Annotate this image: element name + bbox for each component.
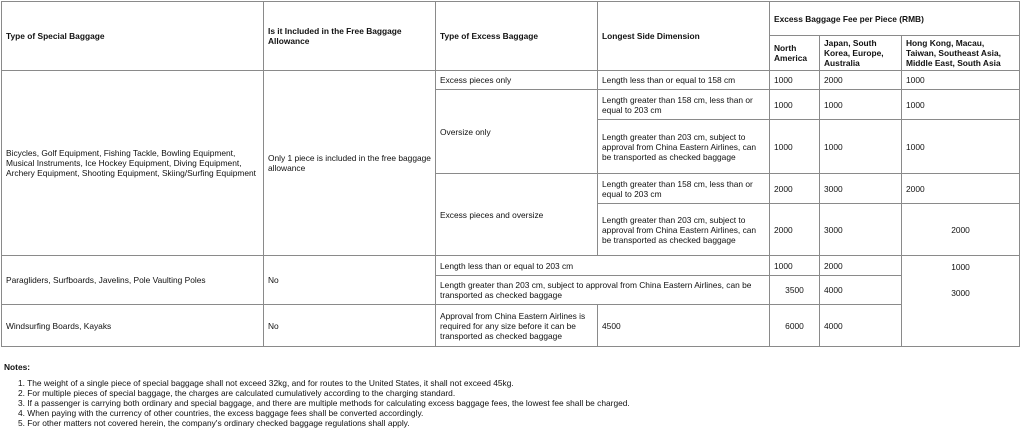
fee-north-america: 3500 <box>770 276 820 305</box>
note-item: 3. If a passenger is carrying both ordinary and special baggage, and there are multiple methods for calculating excess baggage fees, the lowest fee shall be charged. <box>18 398 630 408</box>
baggage-fee-table <box>1 1 1020 347</box>
table-row <box>2 256 1020 276</box>
header-type-special: Type of Special Baggage <box>2 2 264 71</box>
included-cell: Only 1 piece is included in the free baggage allowance <box>264 71 436 256</box>
header-japan-group: Japan, South Korea, Europe, Australia <box>820 36 902 71</box>
fee-japan-group: 2000 <box>820 256 902 276</box>
header-type-excess: Type of Excess Baggage <box>436 2 598 71</box>
fee-hk-group-merged <box>902 256 1020 347</box>
included-cell: No <box>264 305 436 347</box>
fee-north-america: 2000 <box>770 174 820 204</box>
table-row <box>2 305 1020 347</box>
fee-hk-group: 2000 <box>902 204 1020 256</box>
excess-description-cell: Length greater than 203 cm, subject to approval from China Eastern Airlines, can be transported as checked baggage <box>436 276 770 305</box>
header-north-america: North America <box>770 36 820 71</box>
fee-japan-group: 4000 <box>820 305 902 347</box>
note-item: 5. For other matters not covered herein, the company's ordinary checked baggage regulations shall apply. <box>18 418 410 428</box>
notes-section <box>4 362 1014 428</box>
header-included-free: Is it Included in the Free Baggage Allowance <box>264 2 436 71</box>
fee-north-america: 1000 <box>770 71 820 90</box>
dimension-cell: Length greater than 158 cm, less than or equal to 203 cm <box>598 174 770 204</box>
fee-hk-group: 1000 <box>902 71 1020 90</box>
header-row-1 <box>2 2 1020 36</box>
fee-japan-group: 1000 <box>820 120 902 174</box>
header-longest-side: Longest Side Dimension <box>598 2 770 71</box>
fee-hk-value: 3000 <box>951 288 970 298</box>
excess-type-cell: Oversize only <box>436 90 598 174</box>
included-cell: No <box>264 256 436 305</box>
special-type-cell: Bicycles, Golf Equipment, Fishing Tackle, Bowling Equipment, Musical Instruments, Ice Hockey Equipment, Diving Equipment, Archery Equipment, Shooting Equipment, Skiing/Surfing Equipment <box>2 71 264 256</box>
fee-north-america: 1000 <box>770 256 820 276</box>
notes-list <box>4 378 1014 428</box>
fee-japan-group: 3000 <box>820 174 902 204</box>
fee-japan-group: 2000 <box>820 71 902 90</box>
excess-description-cell: Length less than or equal to 203 cm <box>436 256 770 276</box>
fee-north-america: 6000 <box>770 305 820 347</box>
fee-north-america: 1000 <box>770 90 820 120</box>
excess-type-cell: Excess pieces only <box>436 71 598 90</box>
table-row <box>2 71 1020 90</box>
excess-type-cell: Excess pieces and oversize <box>436 174 598 256</box>
dimension-cell: Length less than or equal to 158 cm <box>598 71 770 90</box>
fee-north-america: 1000 <box>770 120 820 174</box>
special-type-cell: Paragliders, Surfboards, Javelins, Pole Vaulting Poles <box>2 256 264 305</box>
special-type-cell: Windsurfing Boards, Kayaks <box>2 305 264 347</box>
fee-japan-group: 3000 <box>820 204 902 256</box>
fee-hk-group: 1000 <box>902 120 1020 174</box>
note-item: 1. The weight of a single piece of special baggage shall not exceed 32kg, and for routes to the United States, it shall not exceed 45kg. <box>18 378 514 388</box>
fee-hk-value: 1000 <box>951 262 970 272</box>
notes-title: Notes: <box>4 362 31 372</box>
note-item: 4. When paying with the currency of other countries, the excess baggage fees shall be converted accordingly. <box>18 408 424 418</box>
dimension-cell: 4500 <box>598 305 770 347</box>
fee-north-america: 2000 <box>770 204 820 256</box>
header-fee-group: Excess Baggage Fee per Piece (RMB) <box>770 2 1020 36</box>
dimension-cell: Length greater than 203 cm, subject to approval from China Eastern Airlines, can be transported as checked baggage <box>598 204 770 256</box>
fee-japan-group: 1000 <box>820 90 902 120</box>
dimension-cell: Length greater than 203 cm, subject to approval from China Eastern Airlines, can be transported as checked baggage <box>598 120 770 174</box>
fee-hk-group: 2000 <box>902 174 1020 204</box>
fee-hk-group: 1000 <box>902 90 1020 120</box>
dimension-cell: Length greater than 158 cm, less than or equal to 203 cm <box>598 90 770 120</box>
note-item: 2. For multiple pieces of special baggage, the charges are calculated cumulatively according to the charging standard. <box>18 388 456 398</box>
header-hk-group: Hong Kong, Macau, Taiwan, Southeast Asia, Middle East, South Asia <box>902 36 1020 71</box>
excess-description-cell: Approval from China Eastern Airlines is required for any size before it can be transported as checked baggage <box>436 305 598 347</box>
fee-japan-group: 4000 <box>820 276 902 305</box>
